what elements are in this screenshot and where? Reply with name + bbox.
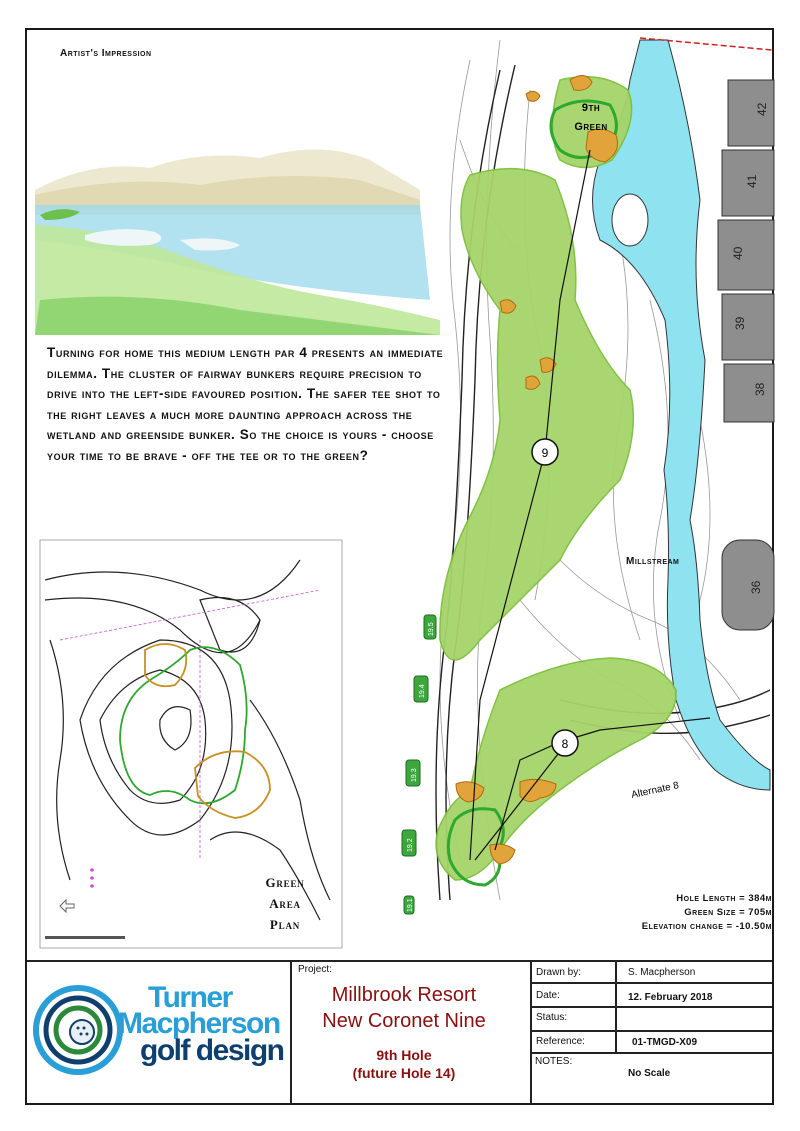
reference-label: Reference: — [536, 1036, 585, 1047]
svg-text:36: 36 — [749, 580, 763, 594]
drawn-by-value: S. Macpherson — [628, 967, 696, 978]
green-size: Green Size = 705m — [684, 907, 772, 918]
svg-text:38: 38 — [753, 382, 767, 396]
green-area-plan-label — [252, 872, 318, 935]
date-label: Date: — [536, 990, 560, 1001]
alternate-8-label: Alternate 8 — [630, 780, 680, 801]
svg-text:19.5: 19.5 — [428, 622, 435, 636]
elevation-change: Elevation change = -10.50m — [641, 921, 772, 932]
status-label: Status: — [536, 1012, 568, 1023]
svg-text:42: 42 — [755, 102, 769, 116]
reference-value: 01-TMGD-X09 — [632, 1037, 698, 1048]
project-label: Project: — [298, 964, 332, 975]
green-label-line2: Green — [574, 121, 608, 133]
artist-sketch — [35, 149, 440, 335]
hole-title-line1: 9th Hole — [376, 1047, 432, 1063]
date-value: 12. February 2018 — [628, 992, 713, 1003]
svg-text:9: 9 — [541, 446, 549, 460]
hole-stats — [600, 892, 772, 934]
logo-line1: Turner — [148, 981, 232, 1014]
green-area-line1: Green — [265, 875, 305, 890]
hole-length: Hole Length = 384m — [676, 893, 772, 904]
notes-value: No Scale — [628, 1068, 671, 1079]
logo-line2: Macpherson — [118, 1007, 280, 1040]
hole-9-marker — [532, 439, 558, 465]
svg-text:39: 39 — [733, 316, 747, 330]
green-area-line2: Area — [269, 896, 301, 911]
artist-impression-label: Artist's Impression — [60, 48, 152, 59]
hole-8-marker — [552, 730, 578, 756]
project-name-line2: New Coronet Nine — [322, 1010, 486, 1032]
project-name-line1: Millbrook Resort — [331, 984, 477, 1006]
svg-text:8: 8 — [561, 737, 569, 751]
logo-line3: golf design — [140, 1034, 284, 1067]
notes-label: NOTES: — [535, 1056, 573, 1067]
svg-text:41: 41 — [745, 174, 759, 188]
green-label-line1: 9th — [581, 102, 601, 114]
hole-title-line2: (future Hole 14) — [352, 1065, 456, 1081]
svg-text:19.2: 19.2 — [407, 838, 414, 852]
svg-text:40: 40 — [731, 246, 745, 260]
hole-description: Turning for home this medium length par 4 presents an immediate dilemma. The cluster of fairway bunkers require precision to drive into the left-side favoured position. The safer tee shot to the right leaves a much more daunting approach across the wetland and greenside bunker. So the choice is yours - choose your time to be brave - off the tee or to the green? — [47, 345, 444, 463]
tee-boxes — [402, 615, 436, 914]
drawn-by-label: Drawn by: — [536, 967, 582, 978]
svg-text:19.4: 19.4 — [419, 684, 426, 698]
svg-text:19.1: 19.1 — [407, 898, 414, 912]
millstream-label: Millstream — [626, 556, 680, 567]
green-area-line3: Plan — [269, 917, 301, 932]
svg-text:19.3: 19.3 — [411, 768, 418, 782]
residential-lots — [718, 80, 774, 630]
